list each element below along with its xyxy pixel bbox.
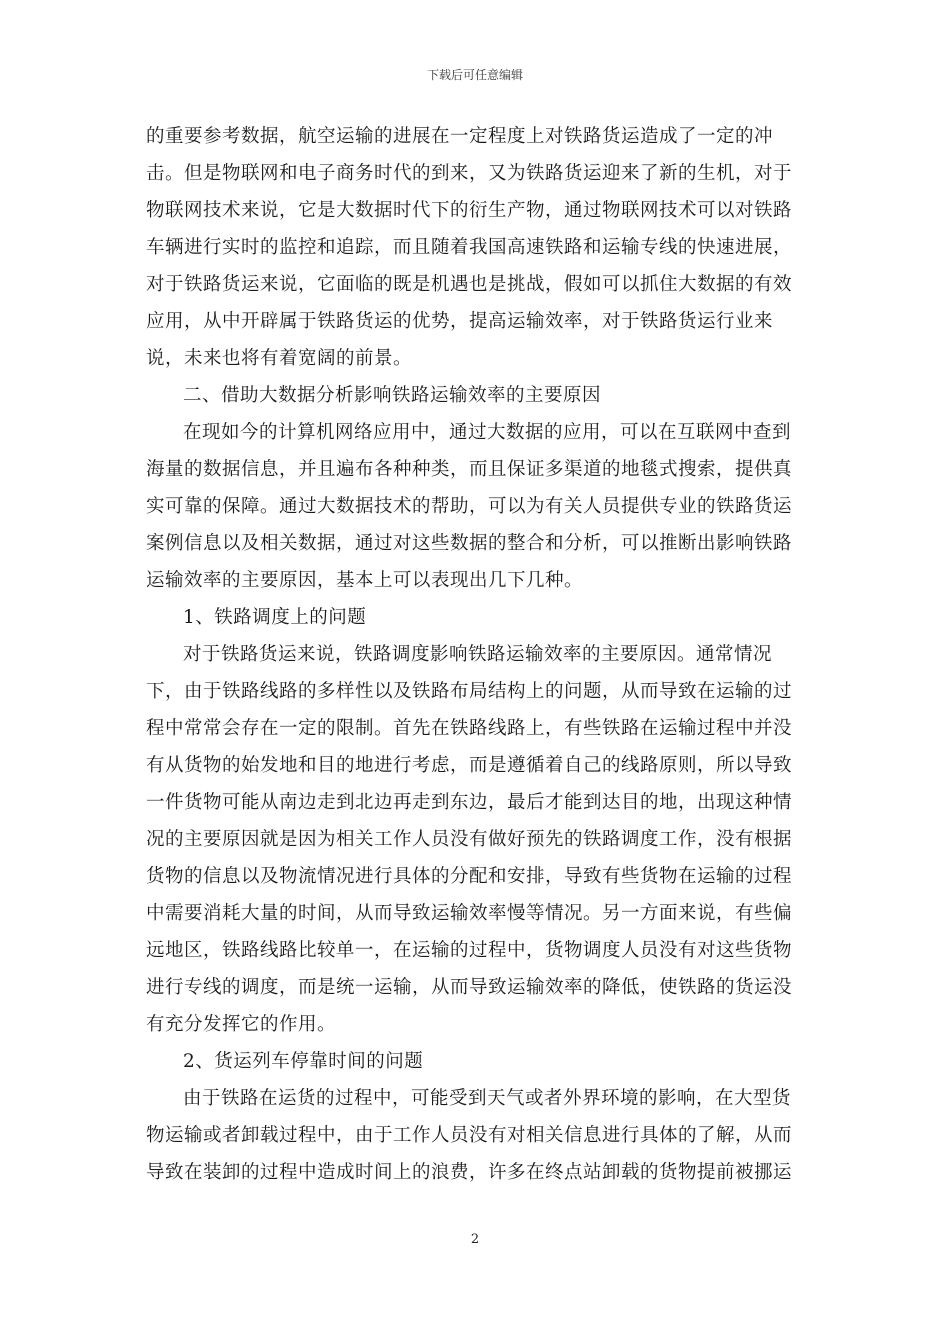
paragraph: 在现如今的计算机网络应用中，通过大数据的应用，可以在互联网中查到海量的数据信息，并且遍布各种种类，而且保证多渠道的地毯式搜索，提供真实可靠的保障。通过大数据技术的帮助，可以为有关人员提供专业的铁路货运案例信息以及相关数据，通过对这些数据的整合和分析，可以推断出影响铁路运输效率的主要原因，基本上可以表现出几下几种。 <box>146 422 793 591</box>
paragraph-continuation: 的重要参考数据，航空运输的进展在一定程度上对铁路货运造成了一定的冲击。但是物联网和电子商务时代的到来，又为铁路货运迎来了新的生机，对于物联网技术来说，它是大数据时代下的衍生产物，通过物联网技术可以对铁路车辆进行实时的监控和追踪，而且随着我国高速铁路和运输专线的快速进展，对于铁路货运来说，它面临的既是机遇也是挑战，假如可以抓住大数据的有效应用，从中开辟属于铁路货运的优势，提高运输效率，对于铁路货运行业来说，未来也将有着宽阔的前景。 <box>146 126 793 369</box>
page-header: 下载后可任意编辑 <box>426 68 523 82</box>
page-number: 2 <box>470 1232 480 1247</box>
paragraph: 由于铁路在运货的过程中，可能受到天气或者外界环境的影响，在大型货物运输或者卸载过程中，由于工作人员没有对相关信息进行具体的了解，从而导致在装卸的过程中造成时间上的浪费，许多在终点站卸载的货物提前被挪运 <box>146 1088 793 1183</box>
document-body <box>146 118 808 1191</box>
paragraph: 对于铁路货运来说，铁路调度影响铁路运输效率的主要原因。通常情况下，由于铁路线路的多样性以及铁路布局结构上的问题，从而导致在运输的过程中常常会存在一定的限制。首先在铁路线路上，有些铁路在运输过程中并没有从货物的始发地和目的地进行考虑，而是遵循着自己的线路原则，所以导致一件货物可能从南边走到北边再走到东边，最后才能到达目的地，出现这种情况的主要原因就是因为相关工作人员没有做好预先的铁路调度工作，没有根据货物的信息以及物流情况进行具体的分配和安排，导致有些货物在运输的过程中需要消耗大量的时间，从而导致运输效率慢等情况。另一方面来说，有些偏远地区，铁路线路比较单一，在运输的过程中，货物调度人员没有对这些货物进行专线的调度，而是统一运输，从而导致运输效率的降低，使铁路的货运没有充分发挥它的作用。 <box>146 644 793 1035</box>
section-heading: 二、借助大数据分析影响铁路运输效率的主要原因 <box>183 385 602 406</box>
subsection-heading: 2、货运列车停靠时间的问题 <box>183 1051 424 1072</box>
subsection-heading: 1、铁路调度上的问题 <box>183 607 367 628</box>
